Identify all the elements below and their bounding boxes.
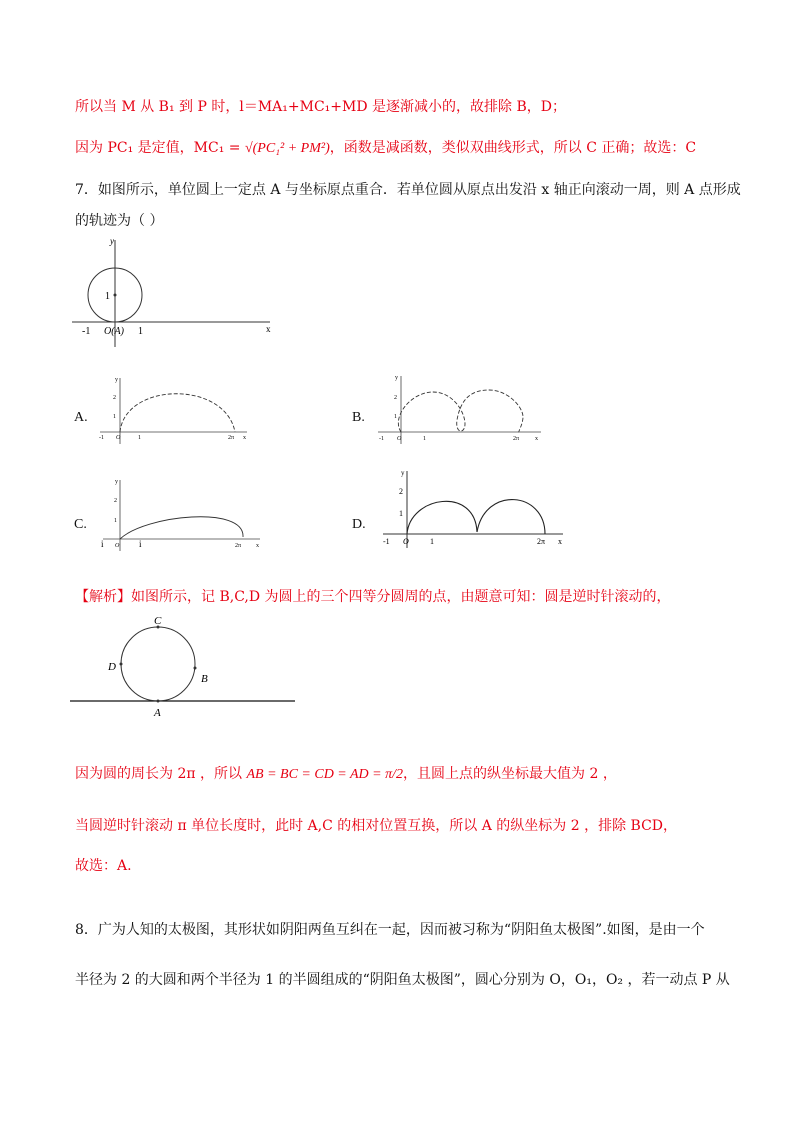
c-2pi: 2π xyxy=(235,543,242,549)
a-2pi: 2π xyxy=(228,435,235,441)
main-tick-neg1: -1 xyxy=(82,326,91,337)
c-x: x xyxy=(256,543,259,549)
question-7-line-1: 7．如图所示，单位圆上一定点 A 与坐标原点重合．若单位圆从原点出发沿 x 轴正向滚动一周，则 A 点形成 xyxy=(75,182,741,198)
solution-intro: 【解析】如图所示，记 B,C,D 为圆上的三个四等分圆周的点，由题意可知：圆是逆时针滚动的， xyxy=(75,589,671,605)
question-8-line-1: 8．广为人知的太极图，其形状如阴阳两鱼互纠在一起，因而被习称为“阴阳鱼太极图”.如图，是由一个 xyxy=(75,922,705,938)
option-a-graph xyxy=(95,372,255,447)
solution-line-3c: ，且圆上点的纵坐标最大值为 2 ， xyxy=(403,766,617,782)
main-y-label: y xyxy=(110,236,114,246)
d-2pi: 2π xyxy=(537,537,546,546)
c-y: y xyxy=(115,479,118,485)
c-o: O xyxy=(115,543,120,549)
a-t1: 1 xyxy=(113,414,116,420)
b-x: x xyxy=(535,436,538,442)
option-b-graph xyxy=(373,372,548,447)
solution-line-3a: 因为圆的周长为 2π ，所以 xyxy=(75,766,247,782)
circle-label-c: C xyxy=(154,615,162,627)
d-t1: 1 xyxy=(399,509,403,518)
main-tick-1-x: 1 xyxy=(138,326,143,337)
c-t1: 1 xyxy=(114,518,117,524)
solution-line-3 xyxy=(75,764,617,785)
a-y: y xyxy=(115,377,118,383)
c-i2: i xyxy=(139,539,142,549)
option-c-graph xyxy=(95,475,270,555)
question-7-line-2: 的轨迹为（ ） xyxy=(75,213,164,229)
b-one: 1 xyxy=(423,436,426,442)
solution-line-2a: 因为 PC₁ 是定值，MC₁ = xyxy=(75,140,245,156)
a-one: 1 xyxy=(138,435,141,441)
b-y: y xyxy=(395,375,398,381)
d-neg1: -1 xyxy=(383,537,390,546)
solution-line-2c: ，函数是减函数，类似双曲线形式，所以 C 正确；故选：C xyxy=(329,140,697,156)
option-a-label: A. xyxy=(74,410,88,425)
a-t2: 2 xyxy=(113,395,116,401)
rolling-circle-figure xyxy=(70,232,280,357)
solution-line-4: 当圆逆时针滚动 π 单位长度时，此时 A,C 的相对位置互换，所以 A 的纵坐标为 2 ，排除 BCD， xyxy=(75,818,678,834)
d-y: y xyxy=(401,469,405,477)
main-origin-label: O(A) xyxy=(104,326,124,337)
b-o: O xyxy=(397,436,402,442)
main-x-label: x xyxy=(266,324,271,334)
a-x: x xyxy=(243,435,246,441)
option-b-label: B. xyxy=(352,410,365,425)
circle-label-d: D xyxy=(108,661,116,673)
option-c-label: C. xyxy=(74,517,87,532)
c-i1: i xyxy=(101,539,104,549)
solution-line-1: 所以当 M 从 B₁ 到 P 时，l＝MA₁+MC₁+MD 是逐渐减小的，故排除 B，D； xyxy=(75,99,566,115)
c-t2: 2 xyxy=(114,498,117,504)
circle-label-b: B xyxy=(201,673,208,685)
a-o: O xyxy=(116,435,121,441)
circle-abcd-figure xyxy=(70,608,300,720)
a-neg1: -1 xyxy=(99,435,104,441)
b-2pi: 2π xyxy=(513,436,520,442)
d-o: O xyxy=(403,537,409,546)
d-t2: 2 xyxy=(399,487,403,496)
b-t1: 1 xyxy=(394,414,397,420)
b-neg1: -1 xyxy=(379,436,384,442)
solution-line-2 xyxy=(75,138,696,159)
circle-label-a: A xyxy=(154,707,161,719)
question-8-line-2: 半径为 2 的大圆和两个半径为 1 的半圆组成的“阴阳鱼太极图”，圆心分别为 O，O₁，O₂ ，若一动点 P 从 xyxy=(75,972,730,988)
d-one: 1 xyxy=(430,537,434,546)
main-tick-1: 1 xyxy=(105,291,110,302)
option-d-label: D. xyxy=(352,517,366,532)
formula-mc1: √(PC₁² + PM²) xyxy=(244,141,330,156)
arc-equation: AB = BC = CD = AD = π/2 xyxy=(246,767,404,782)
solution-line-5: 故选：A. xyxy=(75,858,132,874)
b-t2: 2 xyxy=(394,395,397,401)
option-d-graph xyxy=(375,466,570,551)
d-x: x xyxy=(558,537,562,546)
